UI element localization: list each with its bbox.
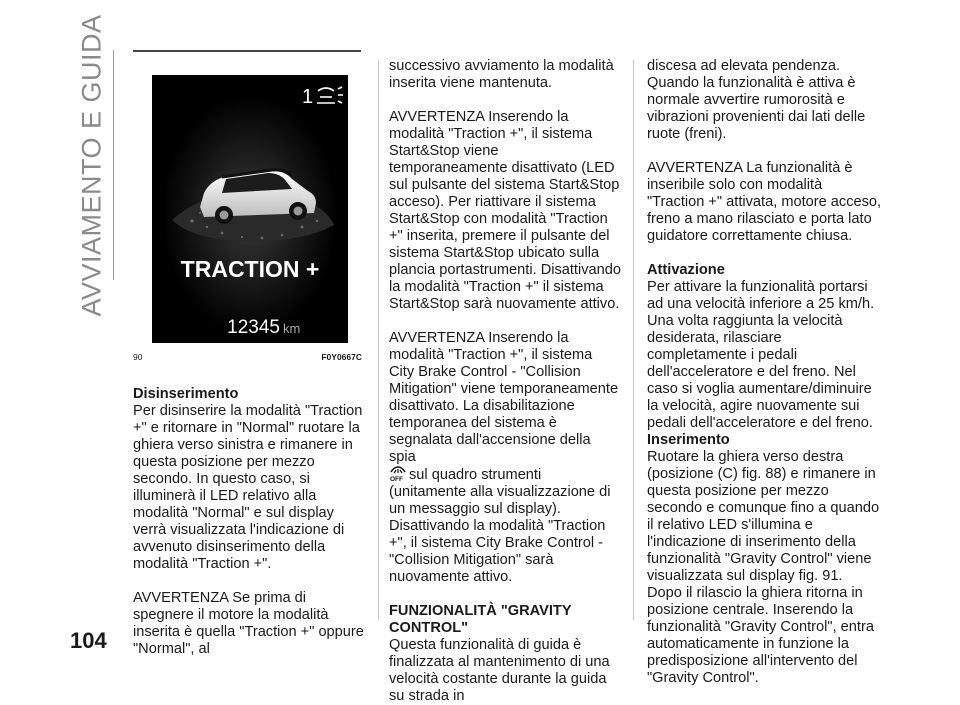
section-title-text: AVVIAMENTO E GUIDA <box>76 13 107 317</box>
page-number: 104 <box>70 628 107 653</box>
top-divider <box>133 50 361 52</box>
heading-disinserimento: Disinserimento <box>133 386 239 402</box>
paragraph-warning: AVVERTENZA Inserendo la modalità "Traction +", il sistema Start&Stop viene temporaneamente disattivato (LED sul pulsante del sistema Start&Stop acceso). Per riattivare il sistema Start&Stop con modalità "Traction +" inserita, premere il pulsante del sistema Start&Stop ubicato sulla plancia portastrumenti. Disattivando la modalità "Traction +" il sistema Start&Stop sarà nuovamente attivo. <box>389 109 621 312</box>
paragraph: Ruotare la ghiera verso destra (posizione (C) fig. 88) e rimanere in questa posizione per mezzo secondo e comunque fino a quando il relativo LED s'illumina e l'indicazione di inserimento della funzionalità "Gravity Control" viene visualizzata sul display fig. 91. <box>647 449 880 584</box>
heading-attivazione: Attivazione <box>647 262 725 278</box>
odometer-value: 12345 <box>227 317 280 338</box>
heading-inserimento: Inserimento <box>647 432 730 448</box>
paragraph-warning <box>389 330 621 586</box>
section-title <box>67 13 117 317</box>
figure-traction-display <box>152 75 348 343</box>
heading-gravity-control: FUNZIONALITÀ "GRAVITY CONTROL" <box>389 603 572 636</box>
figure-number: 90 <box>133 352 143 362</box>
paragraph-warning: AVVERTENZA Se prima di spegnere il motore la modalità inserita è quella "Traction +" oppure "Normal", al <box>133 590 364 657</box>
figure-caption <box>133 352 362 364</box>
paragraph-warning-text: AVVERTENZA Inserendo la modalità "Traction +", il sistema City Brake Control - "Collision Mitigation" viene temporaneamente disattivato. La disabilitazione temporanea del sistema è segnalata dall'accensione della spia <box>389 330 619 465</box>
city-brake-off-icon <box>389 466 407 482</box>
dashboard-display-illustration <box>152 75 348 343</box>
paragraph: Dopo il rilascio la ghiera ritorna in posizione centrale. Inserendo la funzionalità "Gravity Control", entra automaticamente in funzione la predisposizione all'intervento del "Gravity Control". <box>647 585 874 686</box>
traction-mode-label: TRACTION + <box>180 256 320 282</box>
paragraph: Per attivare la funzionalità portarsi ad una velocità inferiore a 25 km/h. Una volta raggiunta la velocità desiderata, rilasciare completamente i pedali dell'acceleratore e del freno. Nel caso si voglia aumentare/diminuire la velocità, agire nuovamente sui pedali dell'acceleratore e del freno. <box>647 279 875 431</box>
paragraph-warning-text: sul quadro strumenti (unitamente alla visualizzazione di un messaggio sul display). Disattivando la modalità "Traction +", il sistema City Brake Control - "Collision Mitigation" sarà nuovamente attivo. <box>389 467 611 585</box>
paragraph: Per disinserire la modalità "Traction +" e ritornare in "Normal" ruotare la ghiera verso sinistra e rimanere in questa posizione per mezzo secondo. In questo caso, si illuminerà il LED relativo alla modalità "Normal" e sul display verrà visualizzata l'indicazione di avvenuto disinserimento della modalità "Traction +". <box>133 403 363 572</box>
odometer-unit: km <box>283 321 301 336</box>
column-2 <box>389 58 621 705</box>
column-1 <box>133 386 365 658</box>
side-divider <box>113 50 114 280</box>
paragraph: successivo avviamento la modalità inserita viene mantenuta. <box>389 58 614 91</box>
spia-off-label: OFF <box>390 476 403 482</box>
paragraph: Questa funzionalità di guida è finalizzata al mantenimento di una velocità costante durante la guida su strada in <box>389 637 610 704</box>
paragraph: discesa ad elevata pendenza. Quando la funzionalità è attiva è normale avvertire rumorosità e vibrazioni provenienti dai lati delle ruote (freni). <box>647 58 866 142</box>
column-3 <box>647 58 883 687</box>
mode-number: 1 <box>302 86 314 108</box>
column-divider <box>378 60 379 620</box>
column-divider <box>633 60 634 620</box>
paragraph-warning: AVVERTENZA La funzionalità è inseribile solo con modalità "Traction +" attivata, motore acceso, freno a mano rilasciato e porta lato guidatore correttamente chiusa. <box>647 160 882 244</box>
figure-code: F0Y0667C <box>321 352 362 362</box>
